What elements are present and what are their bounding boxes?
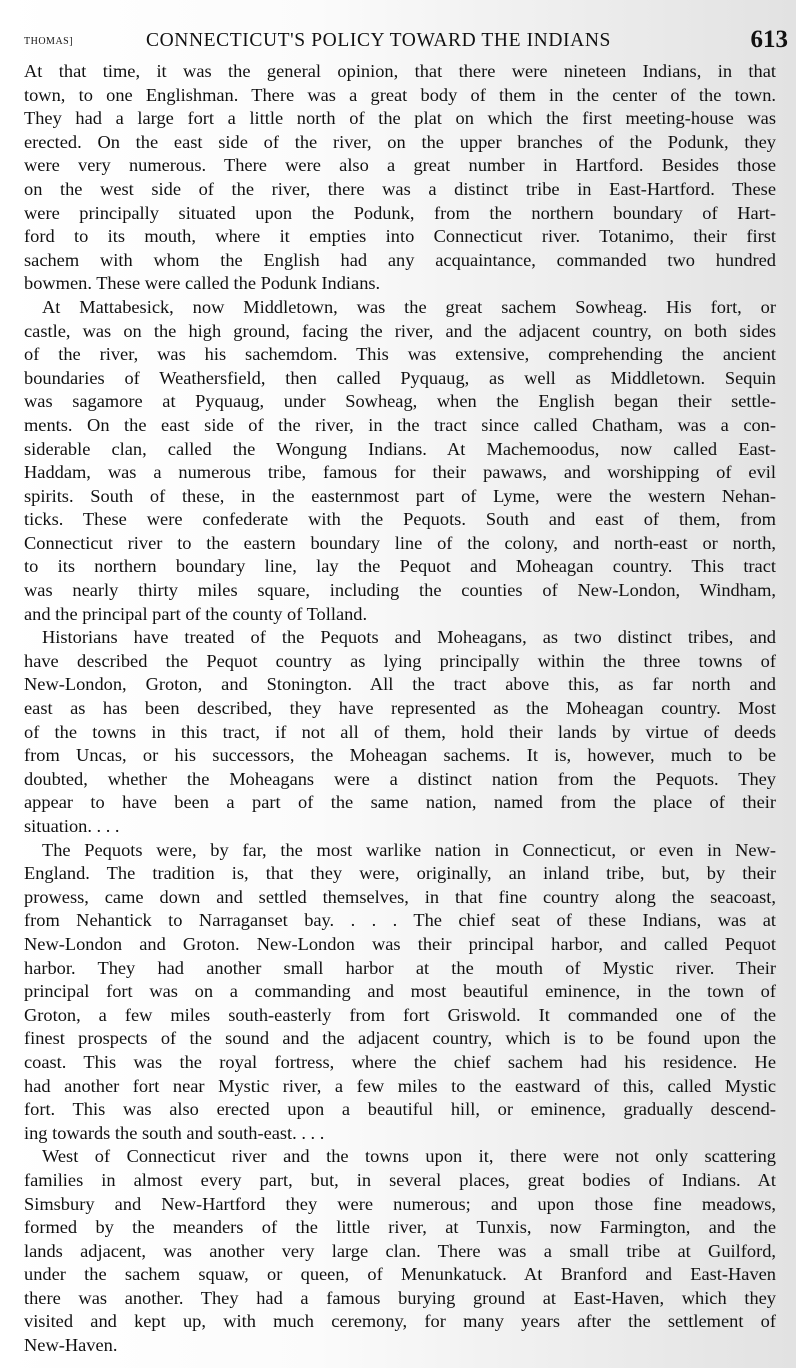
text-line: bowmen. These were called the Podunk Indians.	[24, 273, 381, 294]
text-line: New-London and Groton. New-London was their principal harbor, and called Pequot	[24, 933, 776, 954]
text-line: families in almost every part, but, in several places, great bodies of Indians. At	[24, 1169, 776, 1190]
text-line: on the west side of the river, there was a distinct tribe in East-Hartford. These	[24, 178, 776, 199]
text-line: had another fort near Mystic river, a few miles to the eastward of this, called Mystic	[24, 1075, 776, 1096]
text-line: castle, was on the high ground, facing the river, and the adjacent country, on both sides	[24, 320, 776, 341]
text-line: finest prospects of the sound and the adjacent country, which is to be found upon the	[24, 1028, 776, 1049]
text-line: town, to one Englishman. There was a great body of them in the center of the town.	[24, 84, 776, 105]
text-line: Groton, a few miles south-easterly from fort Griswold. It commanded one of the	[24, 1004, 776, 1025]
text-line: was nearly thirty miles square, including the counties of New-London, Windham,	[24, 580, 776, 601]
text-line: situation. . . .	[24, 816, 120, 836]
paragraph	[24, 60, 776, 296]
document-body	[24, 60, 776, 1358]
text-line: coast. This was the royal fortress, where the chief sachem had his residence. He	[24, 1051, 776, 1072]
text-line: visited and kept up, with much ceremony, for many years after the settlement of	[24, 1311, 776, 1332]
running-head: THOMAS]	[24, 36, 74, 47]
paragraph	[24, 1145, 776, 1357]
page-header	[24, 28, 788, 58]
paragraph	[24, 626, 776, 838]
text-line: and the principal part of the county of Tolland.	[24, 603, 368, 624]
paragraph	[24, 839, 776, 1146]
text-line: sachem with whom the English had any acquaintance, commanded two hundred	[24, 249, 776, 270]
text-line: England. The tradition is, that they were, originally, an inland tribe, but, by their	[24, 863, 776, 884]
text-line: to its northern boundary line, lay the Pequot and Moheagan country. This tract	[24, 556, 776, 577]
text-line: was sagamore at Pyquaug, under Sowheag, when the English began their settle-	[24, 391, 776, 412]
text-line: have described the Pequot country as lying principally within the three towns of	[24, 650, 776, 671]
text-line: east as has been described, they have represented as the Moheagan country. Most	[24, 698, 776, 719]
text-line: ticks. These were confederate with the Pequots. South and east of them, from	[24, 509, 776, 530]
paragraph	[24, 296, 776, 626]
text-line: ing towards the south and south-east. . . .	[24, 1122, 325, 1143]
text-line: there was another. They had a famous burying ground at East-Haven, which they	[24, 1287, 776, 1308]
text-line: prowess, came down and settled themselves, in that fine country along the seacoast,	[24, 886, 776, 907]
text-line: New-Haven.	[24, 1335, 118, 1356]
text-line: of the river, was his sachemdom. This was extensive, comprehending the ancient	[24, 344, 776, 365]
text-line: spirits. South of these, in the easternmost part of Lyme, were the western Nehan-	[24, 485, 776, 506]
text-line: Connecticut river to the eastern boundary line of the colony, and north-east or north,	[24, 532, 776, 553]
text-line: West of Connecticut river and the towns upon it, there were not only scattering	[42, 1146, 776, 1167]
text-line: Haddam, was a numerous tribe, famous for their pawaws, and worshipping of evil	[24, 462, 776, 483]
page-title: CONNECTICUT'S POLICY TOWARD THE INDIANS	[146, 30, 611, 51]
text-line: The Pequots were, by far, the most warlike nation in Connecticut, or even in New-	[42, 839, 776, 860]
text-line: appear to have been a part of the same nation, named from the place of their	[24, 792, 776, 813]
text-line: of the towns in this tract, if not all of them, hold their lands by virtue of deeds	[24, 721, 776, 742]
text-line: New-London, Groton, and Stonington. All the tract above this, as far north and	[24, 674, 776, 695]
text-line: Simsbury and New-Hartford they were numerous; and upon those fine meadows,	[24, 1193, 776, 1214]
text-line: Historians have treated of the Pequots and Moheagans, as two distinct tribes, and	[42, 627, 776, 648]
text-line: formed by the meanders of the little river, at Tunxis, now Farmington, and the	[24, 1217, 776, 1238]
text-line: under the sachem squaw, or queen, of Menunkatuck. At Branford and East-Haven	[24, 1264, 776, 1285]
text-line: boundaries of Weathersfield, then called Pyquaug, as well as Middletown. Sequin	[24, 367, 776, 388]
text-line: ford to its mouth, where it empties into Connecticut river. Totanimo, their first	[24, 226, 776, 247]
text-line: fort. This was also erected upon a beautiful hill, or eminence, gradually descend-	[24, 1099, 776, 1120]
text-line: lands adjacent, was another very large clan. There was a small tribe at Guilford,	[24, 1240, 776, 1261]
text-line: At Mattabesick, now Middletown, was the great sachem Sowheag. His fort, or	[42, 296, 776, 317]
text-line: ments. On the east side of the river, in the tract since called Chatham, was a con-	[24, 414, 776, 435]
text-line: They had a large fort a little north of the plat on which the first meeting-house was	[24, 108, 776, 129]
text-line: doubted, whether the Moheagans were a distinct nation from the Pequots. They	[24, 768, 776, 789]
text-line: principal fort was on a commanding and most beautiful eminence, in the town of	[24, 981, 776, 1002]
text-line: were very numerous. There were also a great number in Hartford. Besides those	[24, 155, 776, 176]
text-line: from Uncas, or his successors, the Moheagan sachems. It is, however, much to be	[24, 745, 776, 766]
text-line: erected. On the east side of the river, on the upper branches of the Podunk, they	[24, 131, 776, 152]
text-line: were principally situated upon the Podunk, from the northern boundary of Hart-	[24, 202, 776, 223]
text-line: siderable clan, called the Wongung Indians. At Machemoodus, now called East-	[24, 438, 776, 459]
page-number: 613	[750, 26, 788, 53]
text-line: harbor. They had another small harbor at the mouth of Mystic river. Their	[24, 957, 776, 978]
text-line: from Nehantick to Narraganset bay. . . . The chief seat of these Indians, was at	[24, 910, 776, 931]
text-line: At that time, it was the general opinion, that there were nineteen Indians, in that	[24, 61, 776, 81]
